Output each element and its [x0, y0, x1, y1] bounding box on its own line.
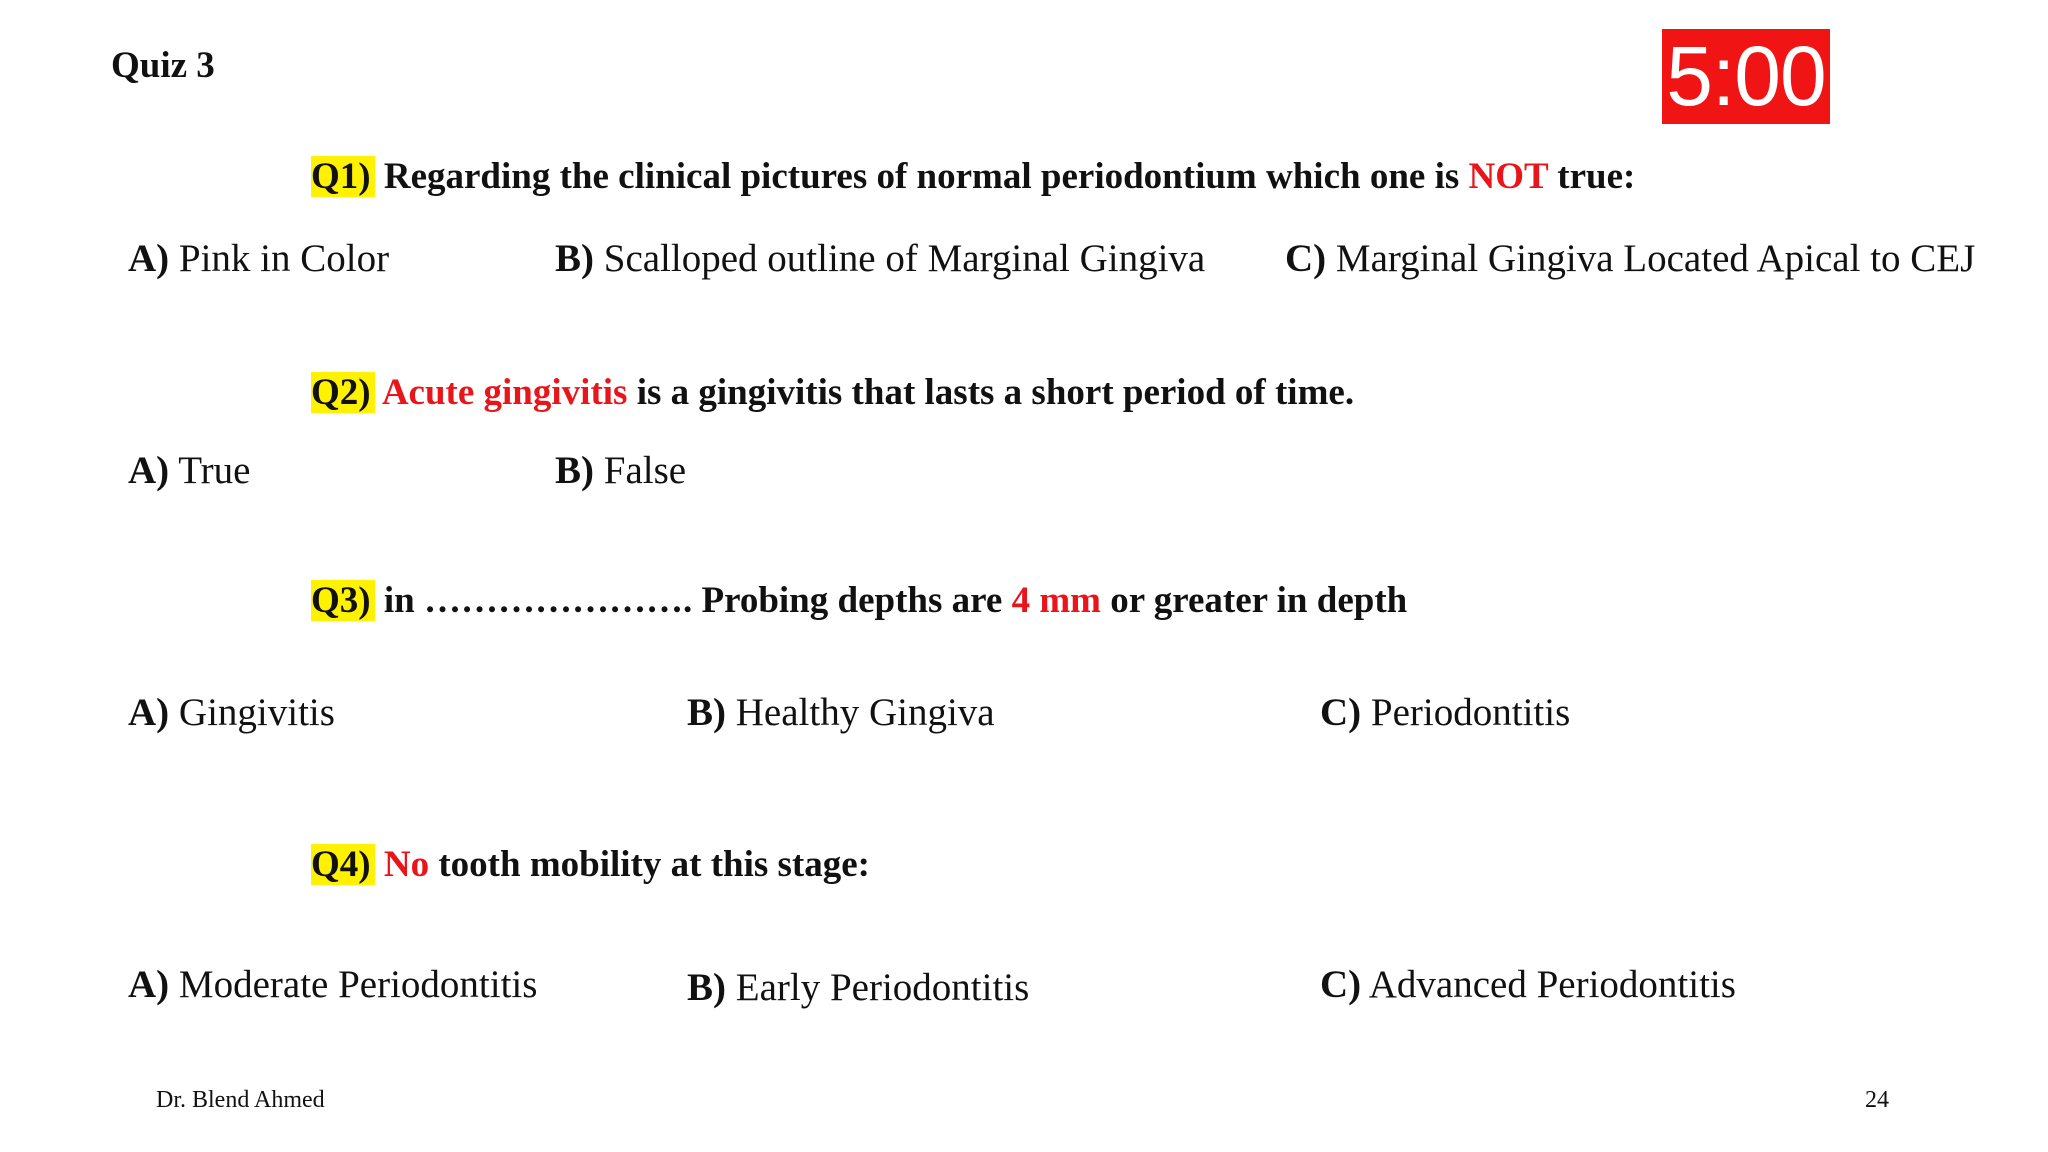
question-3-text-end: or greater in depth — [1100, 580, 1408, 621]
option-text: Pink in Color — [169, 237, 390, 280]
question-2 — [311, 369, 1354, 417]
question-3 — [311, 577, 1407, 625]
option-letter: B) — [687, 966, 726, 1009]
question-2-option-b[interactable] — [555, 446, 686, 496]
option-letter: B) — [687, 691, 726, 734]
question-1-text-end: true: — [1548, 156, 1636, 197]
question-3-option-a[interactable] — [128, 688, 335, 738]
option-text: Advanced Periodontitis — [1361, 963, 1736, 1006]
option-letter: C) — [1320, 963, 1362, 1006]
page-number: 24 — [1865, 1087, 1889, 1113]
question-1-option-c[interactable] — [1285, 234, 1975, 284]
option-text: Gingivitis — [169, 691, 335, 734]
option-letter: C) — [1320, 691, 1362, 734]
option-text: Healthy Gingiva — [726, 691, 995, 734]
question-1-text-start: Regarding the clinical pictures of normal periodontium which one is — [374, 156, 1469, 197]
question-1-option-a[interactable] — [128, 234, 389, 284]
option-text: Early Periodontitis — [726, 966, 1030, 1009]
question-3-number: Q3) — [311, 580, 375, 621]
footer-author: Dr. Blend Ahmed — [156, 1087, 325, 1113]
option-text: True — [169, 449, 251, 492]
option-text: Moderate Periodontitis — [169, 963, 538, 1006]
question-4-option-c[interactable] — [1320, 960, 1736, 1010]
question-1-emphasis: NOT — [1468, 156, 1549, 197]
question-4-emphasis: No — [374, 844, 430, 885]
option-text: Marginal Gingiva Located Apical to CEJ — [1326, 237, 1976, 280]
question-3-text-start: in …………………. Probing depths are — [374, 580, 1012, 621]
question-3-option-b[interactable] — [687, 688, 995, 738]
question-1-number: Q1) — [311, 156, 375, 197]
option-letter: A) — [128, 449, 170, 492]
option-letter: A) — [128, 237, 170, 280]
quiz-title: Quiz 3 — [111, 45, 215, 86]
question-2-emphasis: Acute gingivitis — [374, 372, 628, 413]
question-4-number: Q4) — [311, 844, 375, 885]
question-2-option-a[interactable] — [128, 446, 250, 496]
question-1-option-b[interactable] — [555, 234, 1205, 284]
option-letter: C) — [1285, 237, 1327, 280]
question-2-number: Q2) — [311, 372, 375, 413]
question-3-option-c[interactable] — [1320, 688, 1570, 738]
question-4-text-end: tooth mobility at this stage: — [429, 844, 870, 885]
option-text: Scalloped outline of Marginal Gingiva — [594, 237, 1206, 280]
question-1 — [311, 153, 1635, 201]
option-text: Periodontitis — [1361, 691, 1571, 734]
option-text: False — [594, 449, 687, 492]
option-letter: B) — [555, 237, 594, 280]
question-3-emphasis: 4 mm — [1011, 580, 1101, 621]
countdown-timer: 5:00 — [1662, 29, 1830, 124]
question-4-option-a[interactable] — [128, 960, 537, 1010]
question-4-option-b[interactable] — [687, 963, 1029, 1013]
question-4 — [311, 841, 870, 889]
question-2-text-end: is a gingivitis that lasts a short period of time. — [627, 372, 1355, 413]
option-letter: A) — [128, 691, 170, 734]
option-letter: B) — [555, 449, 594, 492]
option-letter: A) — [128, 963, 170, 1006]
